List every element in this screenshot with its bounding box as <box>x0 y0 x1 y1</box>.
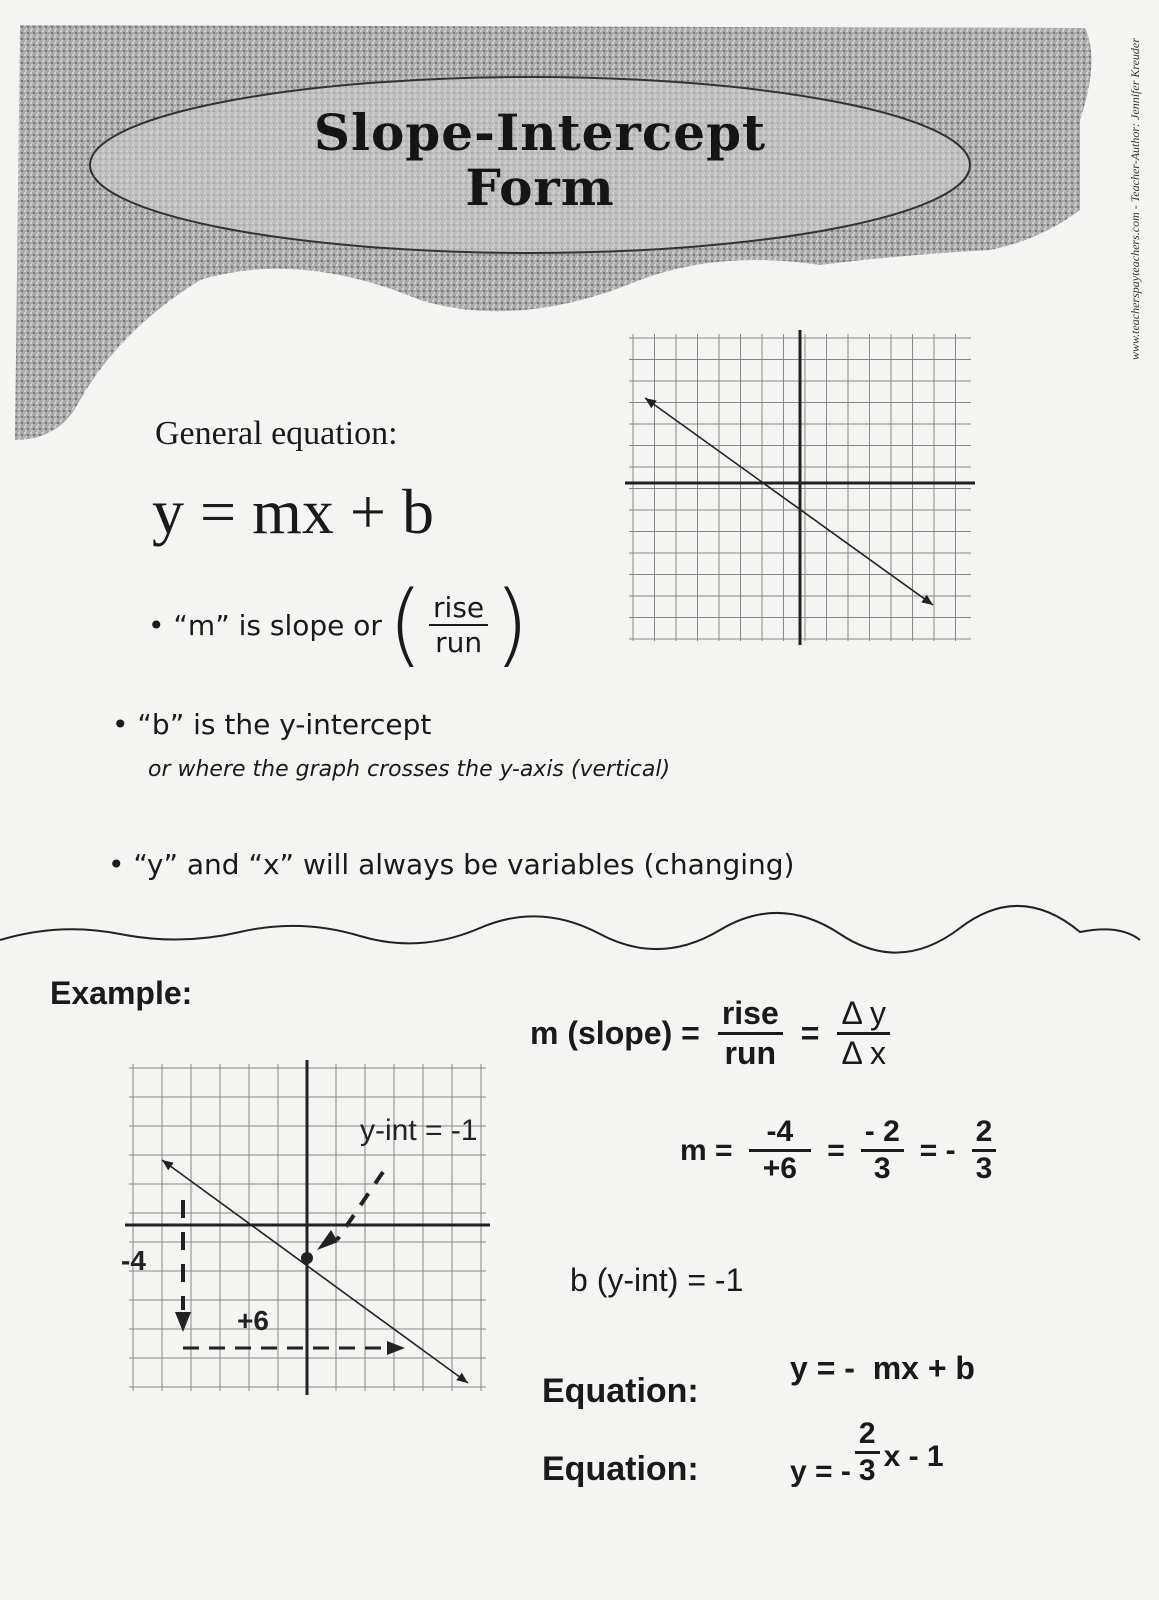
page-title <box>150 105 930 215</box>
m-den: +6 <box>762 1152 797 1185</box>
equals-2: = <box>827 1133 845 1167</box>
bullet-xy: • “y” and “x” will always be variables (changing) <box>108 848 795 881</box>
b-line: b (y-int) = -1 <box>570 1262 744 1298</box>
yint-label: y-int = -1 <box>360 1114 478 1147</box>
rise-over-run <box>429 591 488 659</box>
slope-calc <box>680 1115 996 1186</box>
m-num: -4 <box>749 1115 812 1152</box>
m-simpl-num: - 2 <box>861 1115 904 1152</box>
m-final-den: 3 <box>975 1152 993 1185</box>
m-frac <box>749 1115 812 1186</box>
equals-3: = - <box>919 1133 956 1167</box>
eq2-prefix: y = - <box>790 1455 851 1488</box>
arrowhead <box>162 1160 174 1170</box>
eq2-num: 2 <box>855 1417 880 1454</box>
equation-label-1: Equation: <box>542 1372 699 1410</box>
header-banner <box>0 0 1159 450</box>
m-final-num: 2 <box>972 1115 997 1152</box>
m-simpl-den: 3 <box>873 1152 891 1185</box>
rise-run-frac <box>718 995 783 1072</box>
eq2-den: 3 <box>858 1453 876 1487</box>
line-graph <box>645 398 933 605</box>
bullet-b: • “b” is the y-intercept <box>112 708 432 741</box>
bullet-m-text: • “m” is slope or <box>148 608 382 642</box>
y-intercept-point <box>301 1252 313 1264</box>
example-heading: Example: <box>50 975 193 1011</box>
rise-text: rise <box>429 591 488 626</box>
author-credit: www.teacherspayteachers.com - Teacher-Author: Jennifer Kreuder <box>1128 38 1142 360</box>
m-simplified <box>861 1115 904 1186</box>
yint-arrowhead <box>317 1230 338 1250</box>
bullet-m: • “m” is slope or ( $\frac{\text{rise}}{\text{run}}$ ) <box>148 572 530 677</box>
yint-pointer <box>337 1172 383 1240</box>
rise-label: -4 <box>121 1245 146 1276</box>
eq2-frac <box>855 1417 880 1488</box>
wavy-divider <box>0 910 1159 950</box>
bullet-b-sub: or where the graph crosses the y-axis (vertical) <box>148 757 671 782</box>
equation-2 <box>790 1415 944 1489</box>
equation-1: y = - mx + b <box>790 1350 975 1386</box>
m-final <box>972 1115 997 1186</box>
arrowhead <box>456 1373 468 1383</box>
example-graph <box>121 1060 525 1400</box>
slope-label: m (slope) = <box>530 1015 700 1051</box>
title-line-2: Form <box>465 158 615 217</box>
run-arrowhead <box>387 1341 405 1355</box>
run-label: +6 <box>237 1305 269 1336</box>
general-equation: y = mx + b <box>152 476 434 547</box>
delta-y: Δ y <box>837 995 890 1035</box>
run-text: run <box>435 626 483 659</box>
m-label: m = <box>680 1133 733 1167</box>
title-line-1: Slope-Intercept <box>313 103 767 162</box>
general-graph <box>625 330 975 645</box>
delta-frac <box>837 995 890 1072</box>
run: run <box>724 1035 777 1071</box>
rise: rise <box>718 995 783 1035</box>
eq2-suffix: x - 1 <box>883 1440 944 1473</box>
equation-label-2: Equation: <box>542 1450 699 1488</box>
delta-x: Δ x <box>841 1035 886 1071</box>
general-equation-label: General equation: <box>155 415 398 452</box>
slope-formula <box>530 995 890 1072</box>
equals: = <box>800 1015 820 1051</box>
